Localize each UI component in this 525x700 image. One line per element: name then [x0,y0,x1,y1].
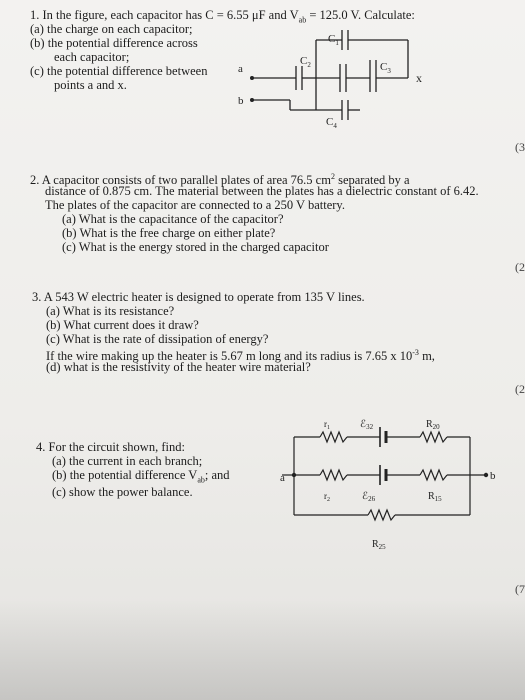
q3-part-b: (b) What current does it draw? [46,318,199,332]
q1-part-a: (a) the charge on each capacitor; [30,22,193,36]
q4-part-b-end: ; and [204,468,230,482]
q4-part-b-sub: ab [197,475,205,485]
q3-score: (2 [515,382,525,396]
c2-label: $C_2$ [300,55,311,69]
q1-intro-sub: ab [298,15,307,25]
q2-part-c: (c) What is the energy stored in the charged capacitor [62,240,329,254]
r2-label: $r_2$ [324,491,330,503]
q3-part-a: (a) What is its resistance? [46,304,175,318]
q3-part-c: (c) What is the rate of dissipation of energy? [46,332,269,346]
node-b-label: b [490,470,496,482]
node-a-label: a [238,63,243,75]
e32-label: ℰ$_{32}$ [360,419,374,431]
q2-line3: The plates of the capacitor are connected to a 250 V battery. [45,198,345,212]
q3-line5-end: m, [418,349,435,364]
node-b-label: b [238,95,244,107]
q2-part-a: (a) What is the capacitance of the capacitor? [62,212,284,226]
q3-line5-text: If the wire making up the heater is 5.67 m long and its radius is 7.65 x 10 [46,349,413,364]
q4-score: (7 [515,582,525,596]
q4-part-c: (c) show the power balance. [52,485,193,499]
q1-intro-end: = 125.0 V. Calculate: [306,8,415,22]
q3-part-d: (d) what is the resistivity of the heater wire material? [46,360,311,374]
q2-line2: distance of 0.875 cm. The material between the plates has a dielectric constant of 6.42. [45,184,479,198]
c3-label: $C_3$ [380,61,391,75]
node-a-dot [292,473,296,477]
r15-label: $R_{15}$ [428,491,442,503]
node-x-label: x [416,71,422,85]
q2-line1-text: 2. A capacitor consists of two parallel plates of area 76.5 cm [30,173,331,188]
q4-part-a: (a) the current in each branch; [52,454,203,468]
q2-part-b: (b) What is the free charge on either plate? [62,226,276,240]
q3-line1: 3. A 543 W electric heater is designed to operate from 135 V lines. [32,290,365,304]
c1-label: $C_1$ [328,33,339,47]
c4-label: $C_4$ [326,116,337,130]
r25-label: $R_{25}$ [372,539,386,551]
q1-intro-text: 1. In the figure, each capacitor has C = 6.55 μF and V [30,8,299,22]
q1-part-c-line2: points a and x. [54,78,127,92]
r1-label: $r_1$ [324,419,330,431]
node-b-dot [484,473,488,477]
q2-score: (2 [515,260,525,274]
q1-score: (3 [515,140,525,154]
node-a-dot [250,76,254,80]
node-b-dot [250,98,254,102]
e26-label: ℰ$_{26}$ [362,491,376,503]
q2-line1-end: separated by a [334,173,410,188]
bottom-shadow [0,600,525,700]
r20-label: $R_{20}$ [426,419,440,431]
q4-line1: 4. For the circuit shown, find: [36,440,185,454]
q1-capacitor-circuit [230,20,430,130]
q2-line1-sup: 2 [330,172,335,181]
q4-resistor-circuit [280,415,500,555]
q1-part-b-line2: each capacitor; [54,50,130,64]
node-a-label: a [280,472,285,484]
q1-part-c-line1: (c) the potential difference between [30,64,208,78]
q3-line5-sup: -3 [412,348,419,357]
q1-part-b-line1: (b) the potential difference across [30,36,198,50]
q4-part-b-text: (b) the potential difference V [52,468,198,482]
